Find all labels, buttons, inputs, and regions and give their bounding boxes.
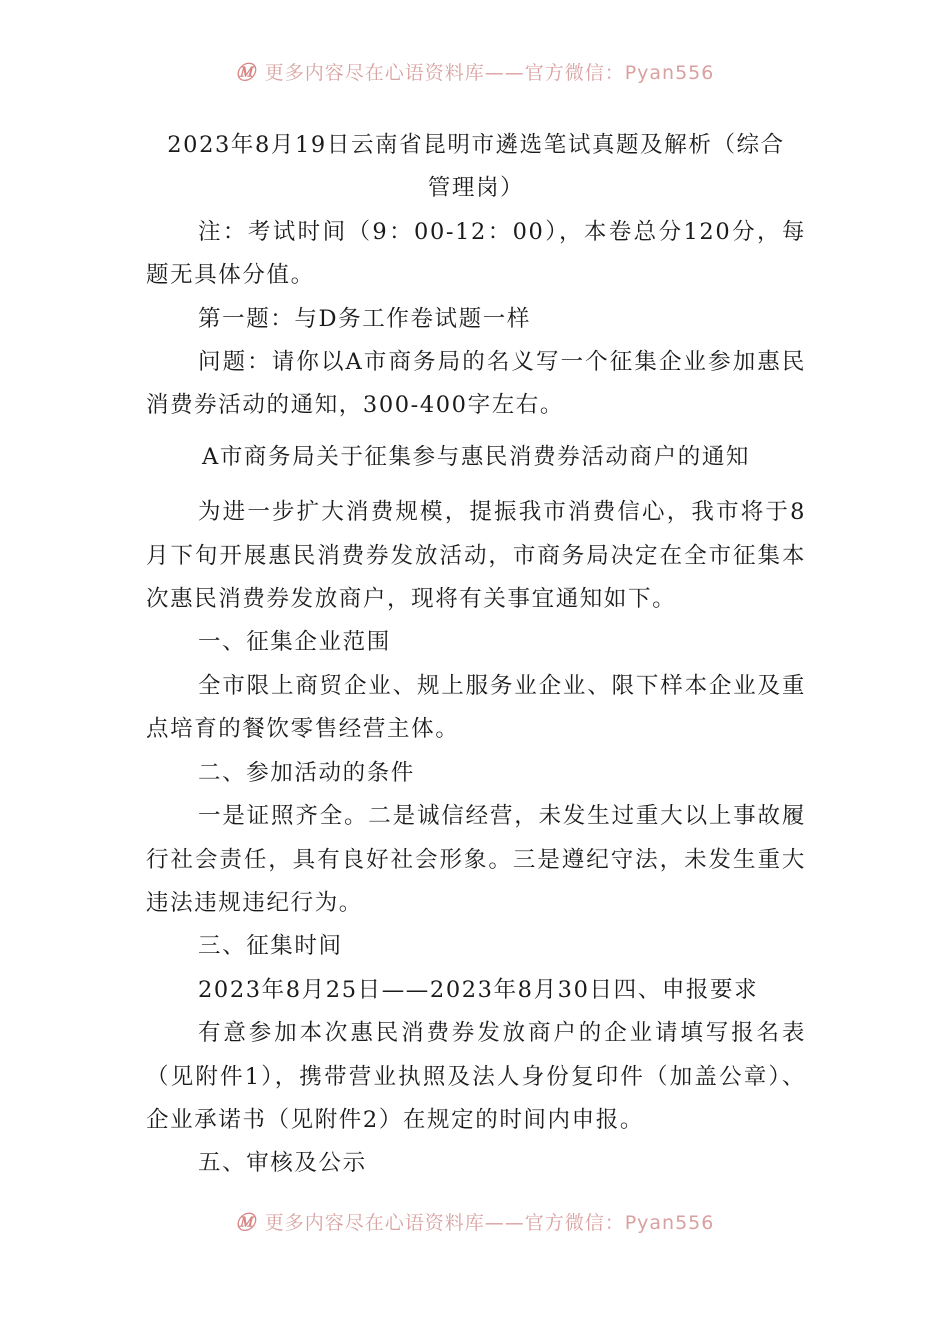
document-body <box>146 124 806 1186</box>
watermark-text: 更多内容尽在心语资料库——官方微信：Pyan556 <box>264 1212 715 1234</box>
watermark-logo-icon: Ⓜ <box>235 1212 256 1234</box>
document-title-line1: 2023年8月19日云南省昆明市遴选笔试真题及解析（综合 <box>167 132 785 158</box>
section-1-body: 全市限上商贸企业、规上服务业企业、限下样本企业及重点培育的餐饮零售经营主体。 <box>146 672 806 743</box>
section-2-body: 一是证照齐全。二是诚信经营，未发生过重大以上事故履行社会责任，具有良好社会形象。三是遵纪守法，未发生重大违法违规违纪行为。 <box>146 803 806 916</box>
section-3-body: 2023年8月25日——2023年8月30日四、申报要求 <box>198 976 759 1003</box>
section-2-heading: 二、参加活动的条件 <box>198 759 415 786</box>
section-4-body: 有意参加本次惠民消费券发放商户的企业请填写报名表（见附件1），携带营业执照及法人身份复印件（加盖公章）、企业承诺书（见附件2）在规定的时间内申报。 <box>146 1020 806 1133</box>
question-text: 问题：请你以A市商务局的名义写一个征集企业参加惠民消费券活动的通知，300-400字左右。 <box>146 349 806 419</box>
question-1-heading: 第一题：与D务工作卷试题一样 <box>198 305 531 332</box>
document-title-line2: 管理岗） <box>427 175 525 202</box>
watermark-logo-icon: Ⓜ <box>235 62 256 84</box>
watermark-header <box>0 58 950 85</box>
notice-intro: 为进一步扩大消费规模，提振我市消费信心，我市将于8月下旬开展惠民消费券发放活动，市商务局决定在全市征集本次惠民消费券发放商户，现将有关事宜通知如下。 <box>146 499 806 613</box>
notice-title: A市商务局关于征集参与惠民消费券活动商户的通知 <box>201 443 751 470</box>
section-3-heading: 三、征集时间 <box>198 933 343 960</box>
watermark-text: 更多内容尽在心语资料库——官方微信：Pyan556 <box>264 62 715 84</box>
section-5-heading: 五、审核及公示 <box>198 1150 367 1177</box>
section-1-heading: 一、征集企业范围 <box>198 629 391 656</box>
watermark-footer <box>0 1208 950 1235</box>
exam-note: 注：考试时间（9：00-12：00），本卷总分120分，每题无具体分值。 <box>146 218 806 289</box>
